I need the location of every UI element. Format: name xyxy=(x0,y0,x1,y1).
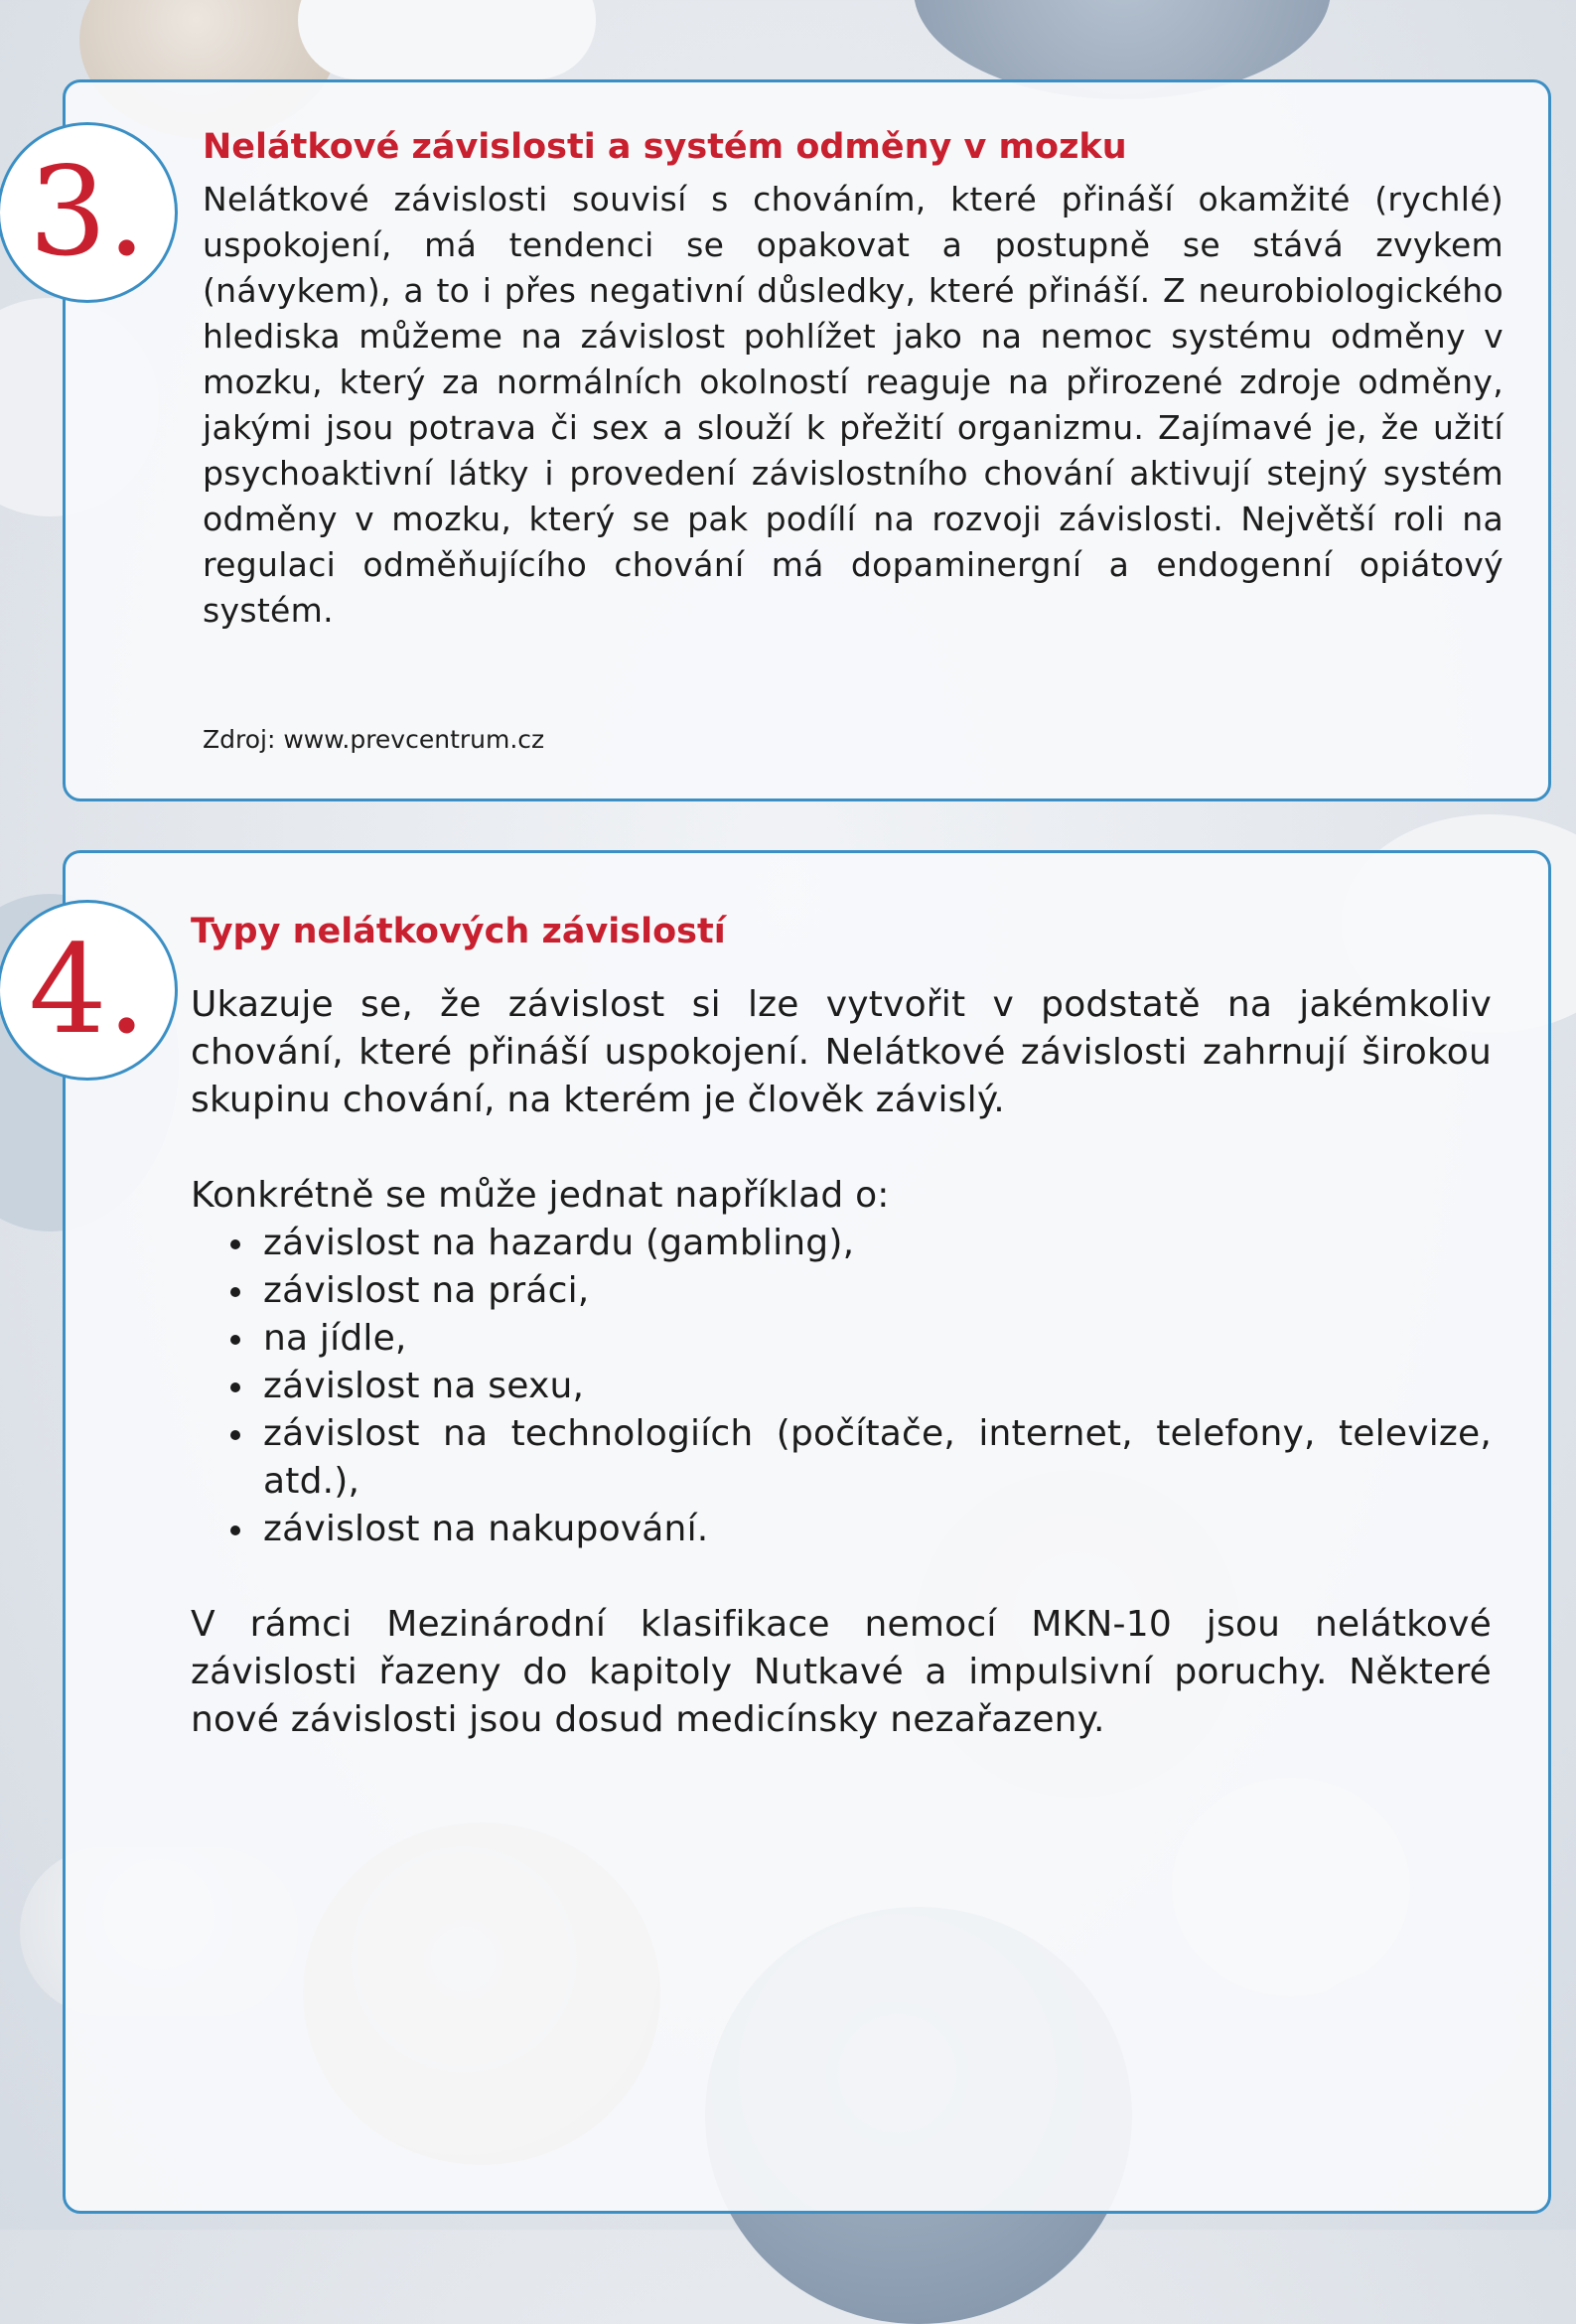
section-3-body: Nelátkové závislosti souvisí s chováním, které přináší okamžité (rychlé) uspokojení, má tendenci se opakovat a postupně se stává zvykem (návykem), a to i přes negativní důsledky, které přináší. Z neurobiologického hlediska můžeme na závislost pohlížet jako na nemoc systému odměny v mozku, který za normálních okolností reaguje na přirozené zdroje odměny, jakými jsou potrava či sex a slouží k přežití organizmu. Zajímavé je, že užití psychoaktivní látky i provedení závislostního chování aktivují stejný systém odměny v mozku, který se pak podílí na rozvoji závislosti. Největší roli na regulaci odměňujícího chování má dopaminergní a endogenní opiátový systém. xyxy=(203,180,1504,630)
source-citation: Zdroj: www.prevcentrum.cz xyxy=(203,725,545,754)
section-4-title: Typy nelátkových závislostí xyxy=(191,912,726,951)
addiction-types-list xyxy=(191,1220,1492,1553)
list-item: závislost na technologiích (počítače, internet, telefony, televize, atd.), xyxy=(191,1410,1492,1506)
list-item: závislost na sexu, xyxy=(191,1363,1492,1410)
pill-image xyxy=(298,0,596,79)
section-number: 3. xyxy=(28,141,147,284)
section-4-number-badge xyxy=(0,900,178,1081)
section-number: 4. xyxy=(28,919,147,1062)
section-3-title: Nelátkové závislosti a systém odměny v mozku xyxy=(203,127,1127,167)
list-item: závislost na hazardu (gambling), xyxy=(191,1220,1492,1267)
section-4-intro: Ukazuje se, že závislost si lze vytvořit v podstatě na jakémkoliv chování, které přináší uspokojení. Nelátkové závislosti zahrnují širokou skupinu chování, na kterém je člověk závislý. xyxy=(191,984,1492,1120)
list-item: závislost na práci, xyxy=(191,1267,1492,1315)
list-intro: Konkrétně se může jednat například o: xyxy=(191,1175,890,1216)
list-item: závislost na nakupování. xyxy=(191,1506,1492,1553)
section-4-closing: V rámci Mezinárodní klasifikace nemocí MKN-10 jsou nelátkové závislosti řazeny do kapitoly Nutkavé a impulsivní poruchy. Některé nové závislosti jsou dosud medicínsky nezařazeny. xyxy=(191,1604,1492,1740)
section-3-number-badge xyxy=(0,122,178,303)
list-item: na jídle, xyxy=(191,1315,1492,1363)
